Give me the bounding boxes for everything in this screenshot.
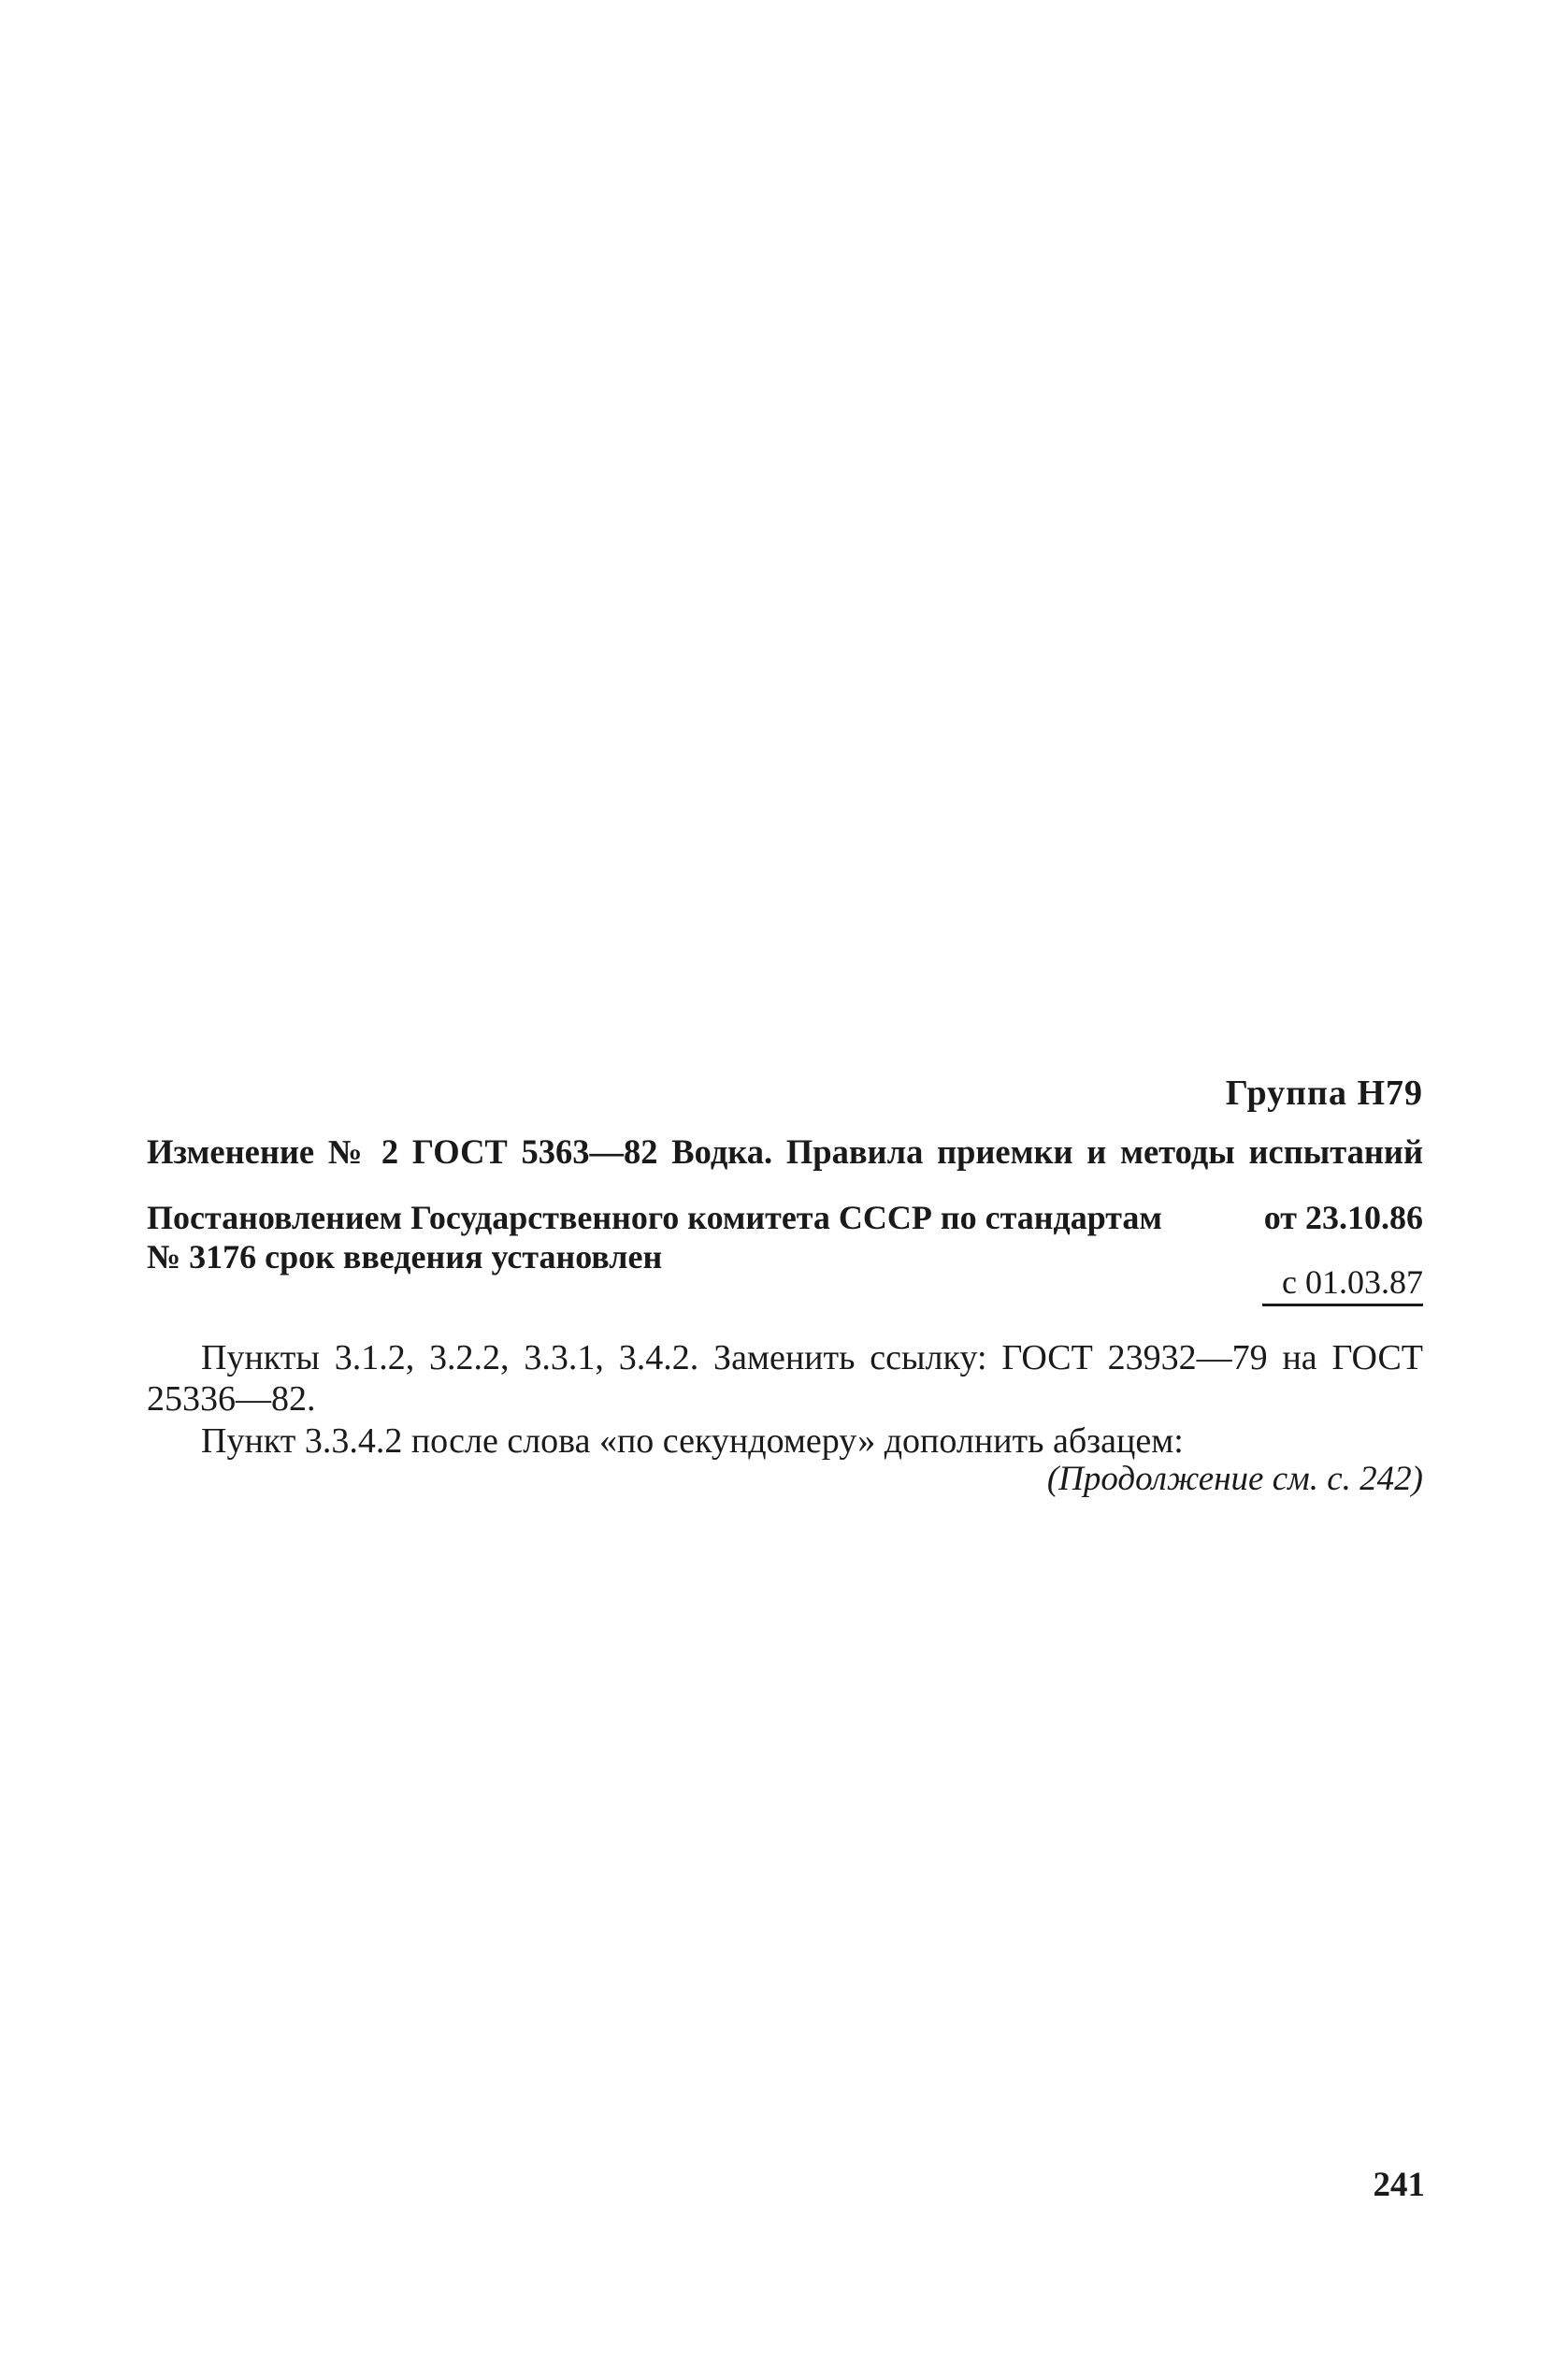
document-title: Изменение № 2 ГОСТ 5363—82 Водка. Правила приемки и методы испытаний bbox=[147, 1132, 1423, 1171]
decree-authority: Постановлением Государственного комитета СССР по стандартам bbox=[147, 1199, 1162, 1236]
decree-line-1 bbox=[147, 1198, 1423, 1237]
continuation-note: (Продолжение см. с. 242) bbox=[1046, 1460, 1423, 1498]
effective-date-underline bbox=[1262, 1304, 1423, 1306]
body-paragraph-1: Пункты 3.1.2, 3.2.2, 3.3.1, 3.4.2. Заменить ссылку: ГОСТ 23932—79 на ГОСТ 25336—82. bbox=[147, 1338, 1423, 1419]
decree-number: № 3176 срок введения установлен bbox=[147, 1238, 663, 1276]
decree-date: от 23.10.86 bbox=[1263, 1199, 1423, 1236]
classification-group: Группа Н79 bbox=[1225, 1074, 1423, 1113]
effective-date: с 01.03.87 bbox=[1282, 1263, 1423, 1301]
body-paragraph-2: Пункт 3.3.4.2 после слова «по секундомеру» дополнить абзацем: bbox=[201, 1421, 1184, 1461]
page-number: 241 bbox=[1373, 2166, 1425, 2204]
